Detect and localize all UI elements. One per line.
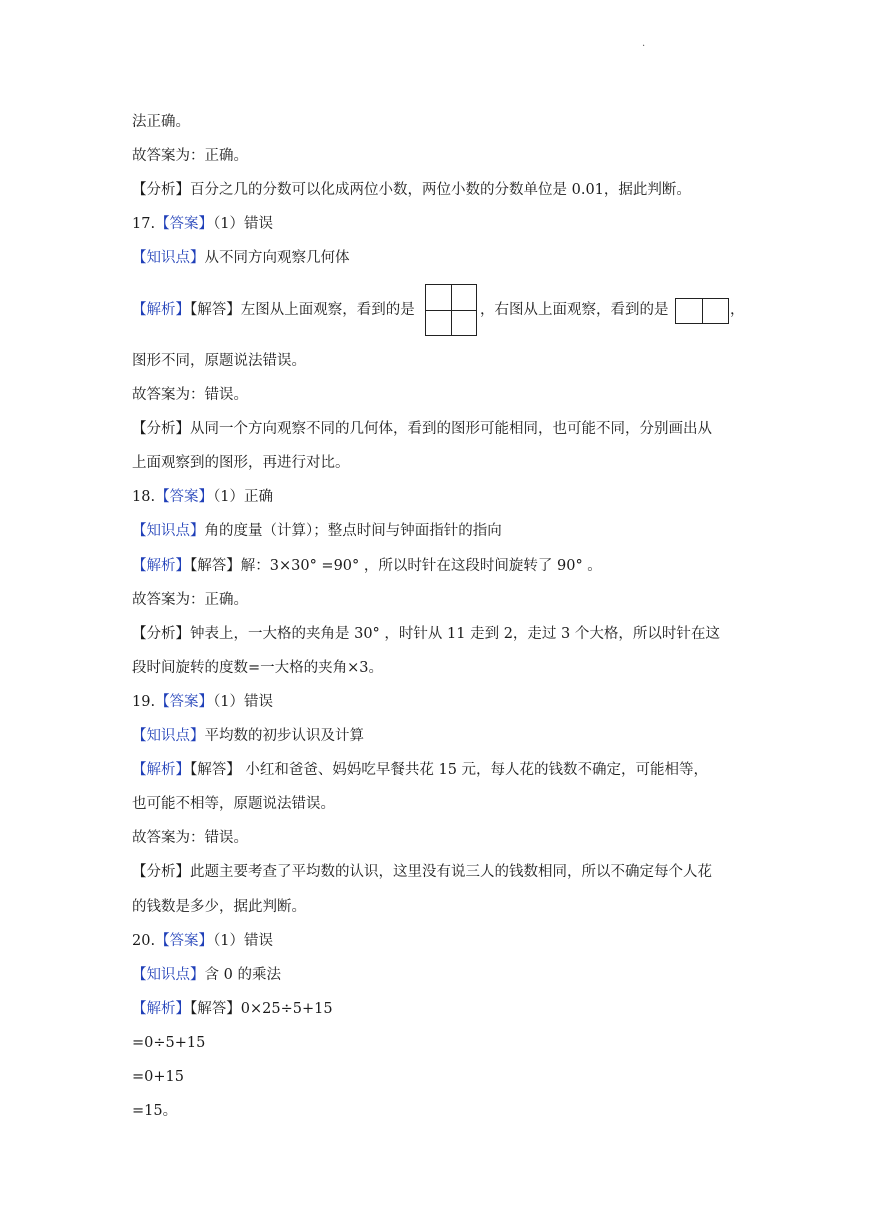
answer-value: （1）错误 xyxy=(213,933,274,949)
question-number: 17. xyxy=(132,216,156,232)
solution-text: 【解答】解：3×30° =90° ，所以时针在这段时间旋转了 90° 。 xyxy=(190,558,602,574)
text-line: 也可能不相等，原题说法错误。 xyxy=(132,796,335,812)
calc-step: =0÷5+15 xyxy=(132,1035,206,1051)
q18-knowledge-line xyxy=(132,521,502,541)
analysis-line: 【分析】此题主要考查了平均数的认识，这里没有说三人的钱数相同，所以不确定每个人花 xyxy=(132,864,712,880)
calc-step: =0+15 xyxy=(132,1069,184,1085)
answer-tag: 【答案】 xyxy=(155,694,214,710)
solution-tag: 【解析】 xyxy=(132,558,190,574)
solution-text: 【解答】左图从上面观察，看到的是 xyxy=(190,302,415,318)
q20-answer-line xyxy=(132,931,273,951)
knowledge-value: 平均数的初步认识及计算 xyxy=(204,728,364,744)
text-line: 上面观察到的图形，再进行对比。 xyxy=(132,455,350,471)
knowledge-tag: 【知识点】 xyxy=(132,250,205,266)
solution-tag: 【解析】 xyxy=(132,1001,190,1017)
header-mark: . xyxy=(642,38,646,49)
calc-step: =15。 xyxy=(132,1103,178,1119)
text-line: 故答案为：正确。 xyxy=(132,148,248,164)
answer-value: （1）错误 xyxy=(213,694,274,710)
text-line: 故答案为：错误。 xyxy=(132,830,248,846)
solution-text: 【解答】0×25÷5+15 xyxy=(190,1001,333,1017)
solution-tag: 【解析】 xyxy=(132,762,190,778)
solution-text-cont: ，右图从上面观察，看到的是 xyxy=(480,302,669,318)
top-view-2x2-grid xyxy=(425,284,477,336)
knowledge-value: 角的度量（计算）；整点时间与钟面指针的指向 xyxy=(204,523,502,539)
answer-tag: 【答案】 xyxy=(155,489,214,505)
question-number: 19. xyxy=(132,694,156,710)
knowledge-tag: 【知识点】 xyxy=(132,967,205,983)
question-number: 18. xyxy=(132,489,156,505)
knowledge-tag: 【知识点】 xyxy=(132,728,205,744)
text-line: 的钱数是多少，据此判断。 xyxy=(132,899,306,915)
knowledge-value: 含 0 的乘法 xyxy=(204,967,281,983)
q17-answer-line xyxy=(132,214,273,234)
answer-tag: 【答案】 xyxy=(155,933,214,949)
analysis-line: 【分析】钟表上，一大格的夹角是 30° ，时针从 11 走到 2，走过 3 个大格，所以时针在这 xyxy=(132,626,720,642)
text-line: 图形不同，原题说法错误。 xyxy=(132,353,306,369)
analysis-line: 【分析】从同一个方向观察不同的几何体，看到的图形可能相同，也可能不同，分别画出从 xyxy=(132,421,712,437)
solution-text: 【解答】 小红和爸爸、妈妈吃早餐共花 15 元，每人花的钱数不确定，可能相等， xyxy=(190,762,709,778)
knowledge-tag: 【知识点】 xyxy=(132,523,205,539)
q20-knowledge-line xyxy=(132,965,281,985)
q17-knowledge-line xyxy=(132,248,350,268)
answer-value: （1）正确 xyxy=(213,489,274,505)
q20-solution-line xyxy=(132,999,333,1019)
solution-text-end: ， xyxy=(730,302,745,318)
text-line: 故答案为：正确。 xyxy=(132,592,248,608)
solution-tag: 【解析】 xyxy=(132,302,190,318)
q19-answer-line xyxy=(132,692,273,712)
text-line: 法正确。 xyxy=(132,114,190,130)
analysis-line: 【分析】百分之几的分数可以化成两位小数，两位小数的分数单位是 0.01，据此判断。 xyxy=(132,182,691,198)
q18-solution-line xyxy=(132,556,602,576)
q17-solution-line xyxy=(132,300,415,320)
q18-answer-line xyxy=(132,487,273,507)
q19-solution-line xyxy=(132,760,708,780)
answer-value: （1）错误 xyxy=(213,216,274,232)
text-line: 故答案为：错误。 xyxy=(132,387,248,403)
q19-knowledge-line xyxy=(132,726,364,746)
top-view-1x2-grid xyxy=(675,298,729,324)
answer-tag: 【答案】 xyxy=(155,216,214,232)
knowledge-value: 从不同方向观察几何体 xyxy=(204,250,350,266)
question-number: 20. xyxy=(132,933,156,949)
text-line: 段时间旋转的度数=一大格的夹角×3。 xyxy=(132,660,384,676)
